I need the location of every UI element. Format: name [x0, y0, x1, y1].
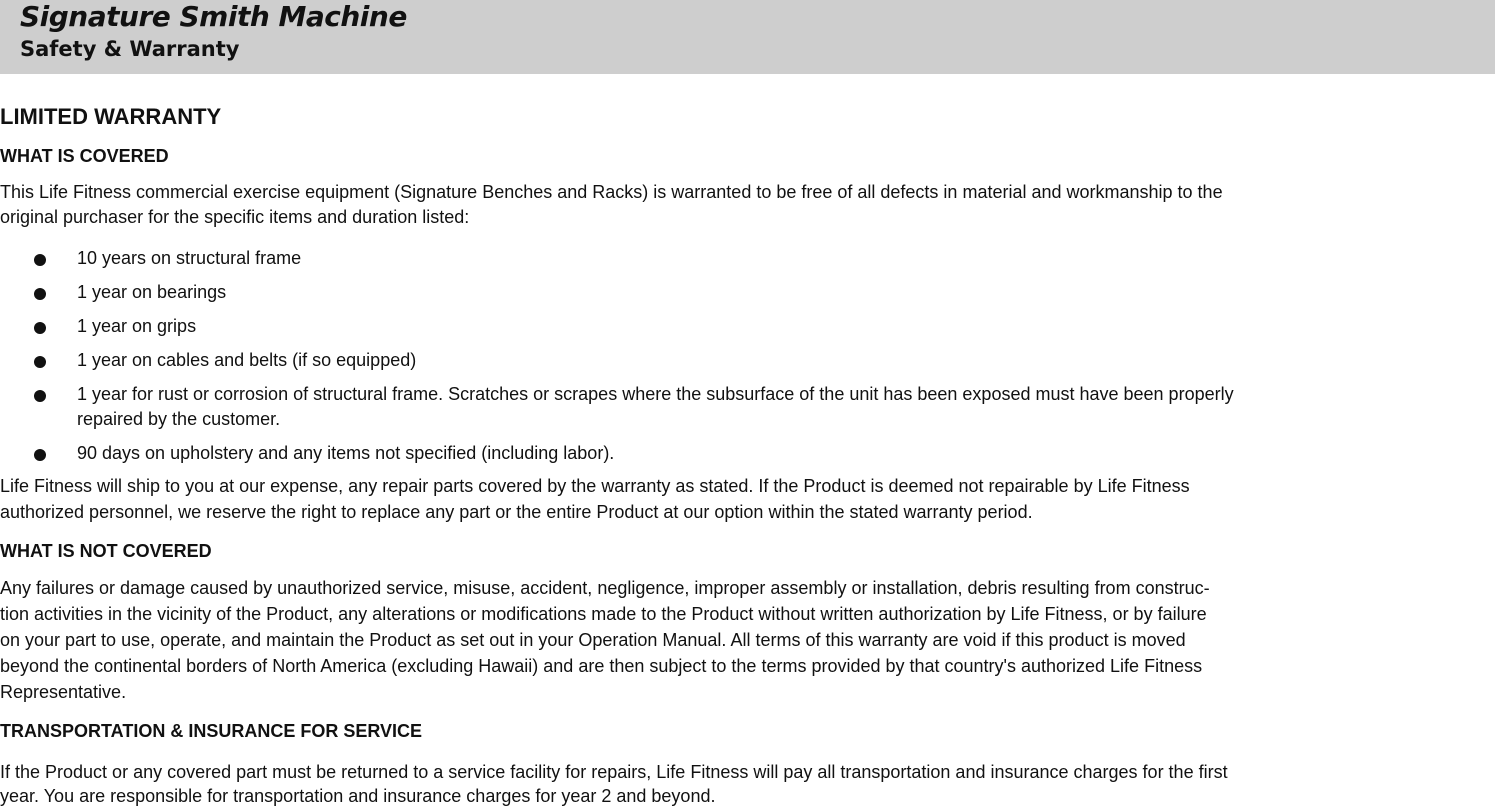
list-item-text-continued: repaired by the customer. — [77, 409, 281, 429]
list-item-text: 10 years on structural frame — [77, 248, 302, 268]
what-is-covered-heading: WHAT IS COVERED — [0, 146, 169, 166]
document-header — [0, 0, 1495, 74]
list-item-text: 1 year on bearings — [77, 282, 227, 302]
document-subtitle: Safety & Warranty — [20, 37, 240, 61]
transport-insurance-heading: TRANSPORTATION & INSURANCE FOR SERVICE — [0, 721, 423, 741]
what-is-not-covered-heading: WHAT IS NOT COVERED — [0, 541, 212, 561]
not-covered-line-4: beyond the continental borders of North America (excluding Hawaii) and are then subject to the terms provided by that country's authorized Life Fitness — [0, 656, 1203, 676]
transport-line-1: If the Product or any covered part must be returned to a service facility for repairs, Life Fitness will pay all transportation and insurance charges for the first — [0, 762, 1228, 782]
limited-warranty-heading: LIMITED WARRANTY — [0, 104, 222, 129]
not-covered-line-1: Any failures or damage caused by unauthorized service, misuse, accident, negligence, improper assembly or installation, debris resulting from construc- — [0, 578, 1210, 598]
not-covered-line-2: tion activities in the vicinity of the Product, any alterations or modifications made to the Product without written authorization by Life Fitness, or by failure — [0, 604, 1207, 624]
not-covered-line-3: on your part to use, operate, and maintain the Product as set out in your Operation Manual. All terms of this warranty are void if this product is moved — [0, 630, 1186, 650]
list-item-text: 90 days on upholstery and any items not specified (including labor). — [77, 443, 615, 463]
covered-intro-line-1: This Life Fitness commercial exercise equipment (Signature Benches and Racks) is warranted to be free of all defects in material and workmanship to the — [0, 182, 1223, 202]
transport-line-2: year. You are responsible for transportation and insurance charges for year 2 and beyond. — [0, 786, 716, 806]
shipping-line-1: Life Fitness will ship to you at our expense, any repair parts covered by the warranty as stated. If the Product is deemed not repairable by Life Fitness — [0, 476, 1190, 496]
bullet-icon — [34, 356, 46, 368]
list-item-text: 1 year for rust or corrosion of structural frame. Scratches or scrapes where the subsurface of the unit has been exposed must have been properly — [77, 384, 1234, 404]
shipping-line-2: authorized personnel, we reserve the right to replace any part or the entire Product at our option within the stated warranty period. — [0, 502, 1033, 522]
covered-intro-line-2: original purchaser for the specific items and duration listed: — [0, 207, 470, 227]
document-title: Signature Smith Machine — [20, 0, 407, 33]
bullet-icon — [34, 390, 46, 402]
bullet-icon — [34, 322, 46, 334]
bullet-icon — [34, 288, 46, 300]
bullet-icon — [34, 449, 46, 461]
not-covered-line-5: Representative. — [0, 682, 127, 702]
bullet-icon — [34, 254, 46, 266]
list-item-text: 1 year on grips — [77, 316, 197, 336]
list-item-text: 1 year on cables and belts (if so equipped) — [77, 350, 417, 370]
